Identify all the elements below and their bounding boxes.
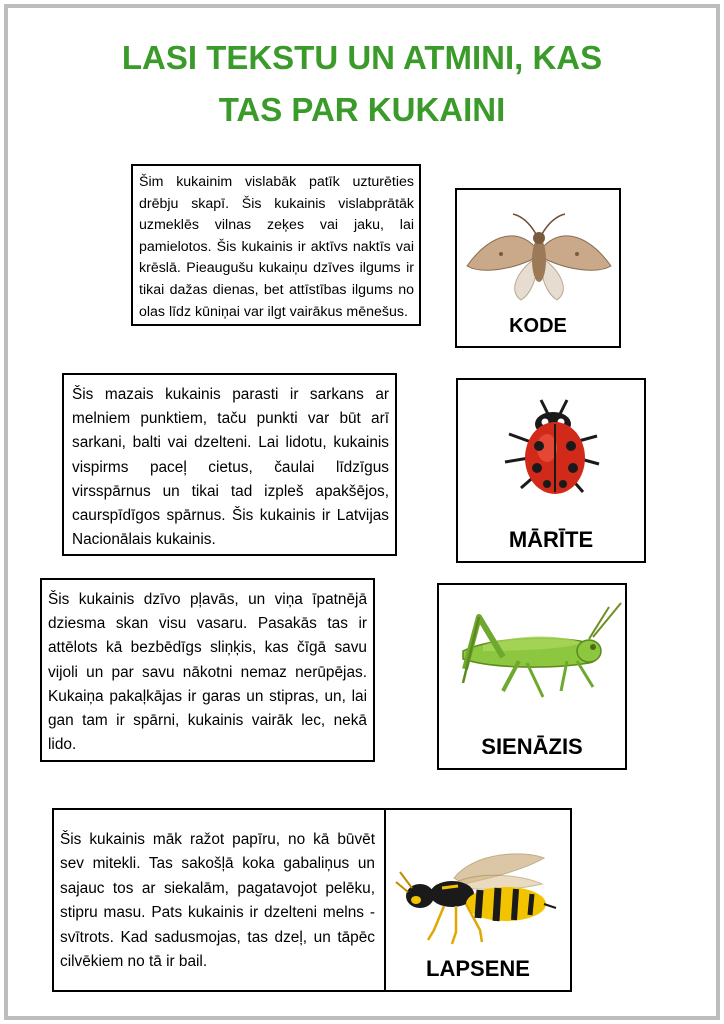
card-lapsene — [384, 808, 572, 992]
label-lapsene: LAPSENE — [426, 956, 530, 981]
title-line-2: TAS PAR KUKAINI — [218, 91, 506, 128]
title-line-1: LASI TEKSTU UN ATMINI, KAS — [121, 39, 603, 76]
wasp-icon — [394, 848, 564, 948]
grasshopper-icon — [443, 599, 623, 709]
text-box-marite: Šis mazais kukainis parasti ir sarkans ar melniem punktiem, taču punkti var būt arī sarkani, balti vai dzelteni. Lai lidotu, kukainis vispirms paceļ cietus, čaulai līdzīgus virsspārnus un tikai tad izpleš apakšējos, caurspīdīgos spārnus. Šis kukainis ir Latvijas Nacionālais kukainis. — [62, 373, 397, 556]
text-box-kode: Šim kukainim vislabāk patīk uzturēties drēbju skapī. Šis kukainis vislabprātāk uzmeklēs vilnas zeķes vai jaku, lai pamielotos. Šis kukainis ir aktīvs naktīs vai krēslā. Pieaugušu kukaiņu dzīves ilgums ir tikai dažas dienas, bet attīstības ilgums no olas līdz kūniņai var ilgt vairākus mēnešus. — [131, 164, 421, 326]
label-sienazis: SIENĀZIS — [481, 734, 583, 759]
page-title — [0, 32, 724, 136]
card-marite — [456, 378, 646, 563]
text-box-lapsene: Šis kukainis māk ražot papīru, no kā būvēt sev mitekli. Tas sakošļā koka gabaliņus un sajauc tos ar siekalām, pagatavojot pelēku, stipru masu. Pats kukainis ir dzelteni melns - svītrots. Kad sadusmojas, tas dzeļ, un tāpēc cilvēkiem no tā ir bail. — [52, 808, 386, 992]
text-box-sienazis: Šis kukainis dzīvo pļavās, un viņa īpatnējā dziesma skan visu vasaru. Pasakās tas ir attēlots kā bezbēdīgs sliņķis, kas čīgā savu vijoli un par savu nākotni nemaz nerūpējas. Kukaiņa pakaļkājas ir garas un stipras, un, lai gan tam ir spārni, kukainis vairāk lec, nekā lido. — [40, 578, 375, 762]
ladybug-icon — [493, 392, 613, 512]
card-kode — [455, 188, 621, 348]
label-kode: KODE — [509, 315, 567, 337]
label-marite: MĀRĪTE — [508, 527, 594, 552]
card-sienazis — [437, 583, 627, 770]
moth-icon — [461, 204, 617, 309]
